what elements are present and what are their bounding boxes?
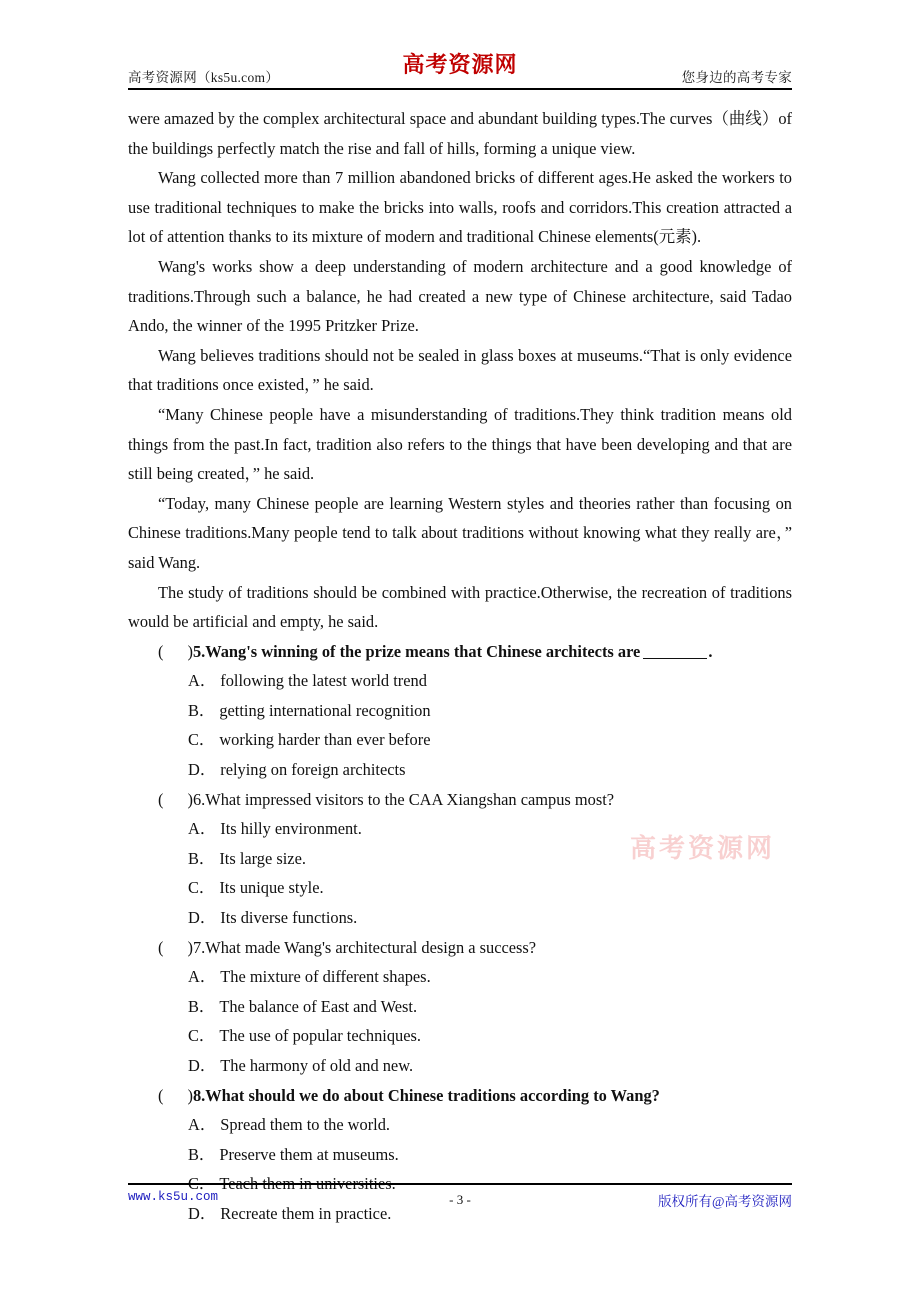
question-text: What impressed visitors to the CAA Xiangshan campus most? — [205, 789, 615, 809]
header-logo: 高考资源网 — [402, 52, 518, 78]
option-text: The use of popular techniques. — [219, 1026, 421, 1046]
answer-bracket-close: ) — [187, 937, 193, 957]
option-letter: C． — [188, 1026, 216, 1046]
watermark: 高考资源网 — [630, 834, 776, 864]
question-stem — [128, 933, 792, 963]
answer-bracket-close: ) — [187, 789, 193, 809]
option-row[interactable] — [128, 725, 792, 755]
option-letter: D． — [188, 760, 217, 780]
question-text: What should we do about Chinese traditions according to Wang? — [205, 1085, 660, 1105]
option-letter: A． — [188, 819, 217, 839]
option-row[interactable] — [128, 903, 792, 933]
option-row[interactable] — [128, 962, 792, 992]
option-row[interactable] — [128, 844, 792, 874]
question-number: 5. — [192, 641, 206, 661]
option-letter: A． — [188, 967, 217, 987]
passage-paragraph: “Many Chinese people have a misunderstanding of traditions.They think tradition means old things from the past.In fact, tradition also refers to the things that have been developing and that are still being created，” he said. — [128, 404, 792, 484]
option-text: following the latest world trend — [220, 671, 427, 691]
option-letter: C． — [188, 878, 216, 898]
option-letter: A． — [188, 1115, 217, 1135]
option-row[interactable] — [128, 1110, 792, 1140]
option-text: Recreate them in practice. — [220, 1203, 392, 1223]
option-row[interactable] — [128, 666, 792, 696]
answer-bracket-close: ) — [187, 1085, 193, 1105]
option-letter: A． — [188, 671, 217, 691]
option-row[interactable] — [128, 696, 792, 726]
option-row[interactable] — [128, 1051, 792, 1081]
answer-bracket-close: ) — [187, 641, 193, 661]
option-text: working harder than ever before — [219, 730, 431, 750]
page-footer — [128, 1190, 792, 1216]
document-content — [128, 104, 792, 1229]
option-text: Teach them in universities. — [219, 1174, 396, 1194]
option-text: getting international recognition — [219, 700, 431, 720]
option-letter: B． — [188, 700, 216, 720]
option-letter: D． — [188, 1056, 217, 1075]
option-row[interactable] — [128, 992, 792, 1022]
page-header — [128, 50, 792, 90]
header-divider — [128, 88, 792, 90]
question-text: What made Wang's architectural design a success? — [205, 937, 537, 957]
option-row[interactable] — [128, 1140, 792, 1170]
question-stem — [128, 1081, 792, 1111]
questions-list — [128, 637, 792, 1229]
option-text: Preserve them at museums. — [219, 1144, 399, 1164]
passage-paragraph: Wang believes traditions should not be sealed in glass boxes at museums.“That is only evidence that traditions once existed，” he said. — [128, 345, 792, 395]
option-row[interactable] — [128, 814, 792, 844]
passage-paragraph: The study of traditions should be combined with practice.Otherwise, the recreation of traditions would be artificial and empty, he said. — [128, 582, 792, 632]
option-text: The balance of East and West. — [219, 996, 418, 1016]
option-text: Its large size. — [219, 848, 306, 868]
footer-copyright: 版权所有@高考资源网 — [658, 1194, 792, 1209]
answer-bracket[interactable]: ( — [158, 789, 164, 809]
footer-url[interactable]: www.ks5u.com — [128, 1190, 219, 1204]
question-text: Wang's winning of the prize means that Chinese architects are — [205, 641, 641, 661]
passage-paragraph: “Today, many Chinese people are learning Western styles and theories rather than focusing on Chinese traditions.Many people tend to talk about traditions without knowing what they really are，” said Wang. — [128, 493, 792, 572]
option-text: The mixture of different shapes. — [220, 967, 431, 987]
option-letter: D． — [188, 908, 217, 928]
option-row[interactable] — [128, 1021, 792, 1051]
question-number: 8. — [192, 1085, 206, 1105]
option-letter: B． — [188, 1144, 216, 1164]
option-letter: C． — [188, 730, 216, 750]
option-text: Its hilly environment. — [220, 819, 362, 839]
header-site-name: 高考资源网（ks5u.com） — [128, 70, 280, 85]
question-number: 7. — [192, 937, 206, 957]
option-letter: B． — [188, 848, 216, 868]
question-stem — [128, 637, 792, 667]
answer-bracket[interactable]: ( — [158, 937, 164, 957]
passage-paragraph: were amazed by the complex architectural space and abundant building types.The curves（曲线）of the buildings perfectly match the rise and fall of hills, forming a unique view. — [128, 109, 792, 158]
fill-in-blank[interactable] — [643, 658, 707, 659]
option-row[interactable] — [128, 873, 792, 903]
page-number: - 3 - — [449, 1192, 471, 1207]
answer-bracket[interactable]: ( — [158, 1085, 164, 1105]
option-text: Spread them to the world. — [220, 1115, 391, 1135]
passage-body — [128, 104, 792, 637]
answer-bracket[interactable]: ( — [158, 641, 164, 661]
option-letter: D． — [188, 1203, 217, 1223]
option-text: The harmony of old and new. — [220, 1056, 414, 1075]
option-letter: C． — [188, 1174, 216, 1194]
option-text: relying on foreign architects — [220, 760, 406, 780]
header-tagline: 您身边的高考专家 — [681, 70, 792, 85]
passage-paragraph: Wang collected more than 7 million abandoned bricks of different ages.He asked the workers to use traditional techniques to make the bricks into walls, roofs and corridors.This creation attracted a lot of attention thanks to its mixture of modern and traditional Chinese elements(元素). — [128, 168, 792, 247]
question-number: 6. — [192, 789, 206, 809]
option-letter: B． — [188, 996, 216, 1016]
question-text-tail: . — [708, 641, 713, 661]
passage-paragraph: Wang's works show a deep understanding of modern architecture and a good knowledge of traditions.Through such a balance, he had created a new type of Chinese architecture, said Tadao Ando, the winner of the 1995 Pritzker Prize. — [128, 256, 792, 336]
footer-divider — [128, 1183, 792, 1185]
question-stem — [128, 785, 792, 815]
option-row[interactable] — [128, 755, 792, 785]
option-text: Its diverse functions. — [220, 908, 358, 928]
option-text: Its unique style. — [219, 878, 324, 898]
